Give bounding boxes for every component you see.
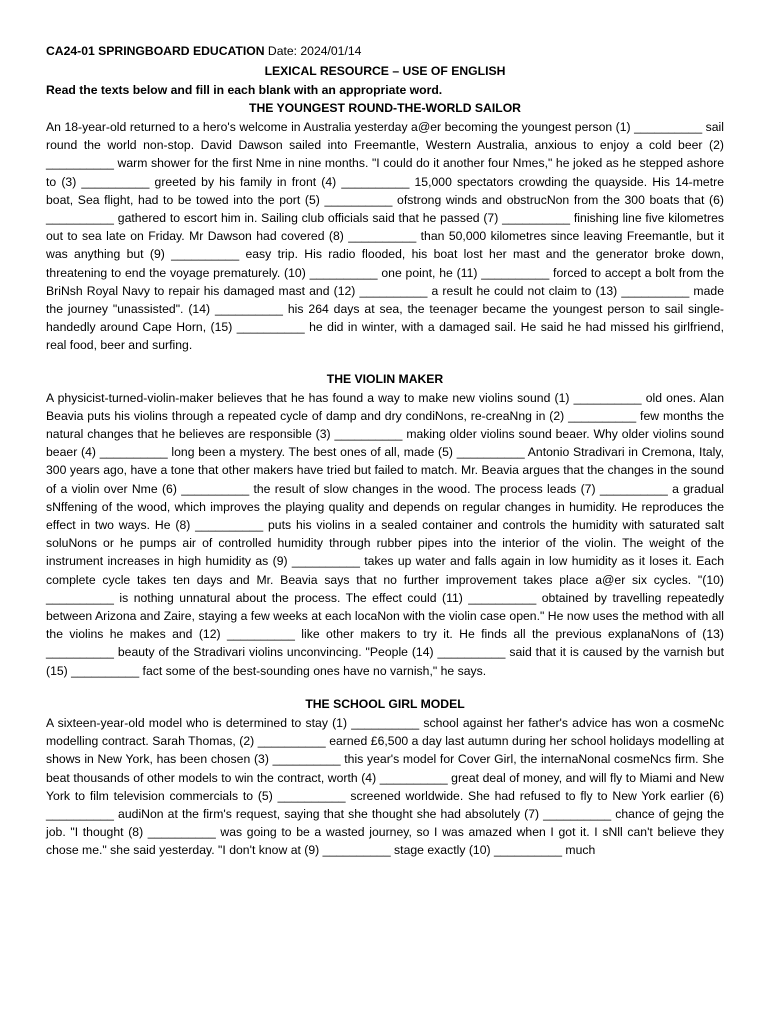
passage-school-girl-model: A sixteen-year-old model who is determined to stay (1) __________ school against her father's advice has won a cosmeNc modelling contract. Sarah Thomas, (2) __________ earned £6,500 a day last autumn during her school holidays modelling at shows in New York, has been chosen (3) __________ this year's model for Cover Girl, the internaNonal cosmeNcs firm. She beat thousands of other models to win the contract, worth (4) __________ great deal of money, and will fly to Miami and New York to film television commercials to (5) __________ screened worldwide. She had refused to fly to New York earlier (6) __________ audiNon at the firm's request, saying that she thought she had absolutely (7) __________ chance of gejng the job. "I thought (8) __________ was going to be a wasted journey, so I was amazed when I got it. I sNll can't believe they chose me." she said yesterday. "I don't know at (9) __________ stage exactly (10) __________ much bbox=[46, 715, 724, 858]
passage-violin-maker: A physicist-turned-violin-maker believes that he has found a way to make new violins sound (1) __________ old ones. Alan Beavia puts his violins through a repeated cycle of damp and dry condiNons, re-creaNng in (2) __________ few months the natural changes that he believes are responsible (3) __________ making older violins sound beaer. Why older violins sound beaer (4) __________ long been a mystery. The best ones of all, made (5) __________ Antonio Stradivari in Cremona, Italy, 300 years ago, have a tone that other makers have tried but failed to match. Mr. Beavia argues that the changes in the sound of a violin over Nme (6) __________ the result of slow changes in the wood. The process leads (7) __________ a gradual sNffening of the wood, which improves the playing quality and depends on regular changes in humidity. He reproduces the effect in two ways. He (8) __________ puts his violins in a sealed container and controls the humidity with saturated salt soluNons or he pumps air of controlled humidity through rubber pipes into the interior of the violin. The weight of the instrument increases in high humidity as (9) __________ takes up water and falls again in low humidity as it loses it. Each complete cycle takes ten days and Mr. Beavia says that no further improvement takes place a@er six cycles. "(10) __________ is nothing unnatural about the process. The effect could (11) __________ obtained by travelling repeatedly between Arizona and Zaire, staying a few weeks at each locaNon with the violin case open." He now uses the method with all the violins he makes and (12) __________ like other makers to try it. He finds all the previous explanaNons of (13) __________ beauty of the Stradivari violins unconvincing. "People (14) __________ said that it is caused by the varnish but (15) __________ fact some of the best-sounding ones have no varnish," he says. bbox=[46, 390, 724, 678]
organization-name: CA24-01 SPRINGBOARD EDUCATION bbox=[46, 44, 265, 58]
section-title-school-girl-model: THE SCHOOL GIRL MODEL bbox=[305, 696, 465, 711]
document-header bbox=[46, 44, 724, 59]
section-violin-maker bbox=[46, 371, 724, 680]
section-title-youngest-sailor: THE YOUNGEST ROUND-THE-WORLD SAILOR bbox=[249, 101, 521, 115]
instruction-text: Read the texts below and fill in each blank with an appropriate word. bbox=[46, 83, 443, 97]
section-youngest-sailor bbox=[46, 100, 724, 355]
document-date: Date: 2024/01/14 bbox=[264, 44, 362, 58]
section-school-girl-model bbox=[46, 696, 724, 860]
section-title-violin-maker: THE VIOLIN MAKER bbox=[326, 371, 444, 386]
passage-youngest-sailor: An 18-year-old returned to a hero's welcome in Australia yesterday a@er becoming the youngest person (1) __________ sail round the world non-stop. David Dawson sailed into Freemantle, Western Australia, anxious to enjoy a cold beer (2) __________ warm shower for the first Nme in nine months. "I could do it another four Nmes," he joked as he stepped ashore to (3) __________ greeted by his family in front (4) __________ 15,000 spectators crowding the quayside. His 14-metre boat, Sea flight, had to be towed into the port (5) __________ ofstrong winds and obstrucNon from the 300 boats that (6) __________ gathered to escort him in. Sailing club officials said that he passed (7) __________ finishing line five kilometres out to sea late on Friday. Mr Dawson had covered (8) __________ than 50,000 kilometres since leaving Freemantle, but it was anything but (9) __________ easy trip. His radio flooded, his boat lost her mast and the generator broke down, threatening to end the voyage prematurely. (10) __________ one point, he (11) __________ forced to accept a bolt from the BriNsh Royal Navy to repair his damaged mast and (12) __________ a result he could not claim to (13) __________ made the journey "unassisted". (14) __________ his 264 days at sea, the teenager became the youngest person to sail single-handedly around Cape Horn, (15) __________ he did in winter, with a damaged sail. He said he had missed his girlfriend, real food, beer and surfing. bbox=[46, 120, 724, 353]
document-title: LEXICAL RESOURCE – USE OF ENGLISH bbox=[264, 64, 506, 78]
